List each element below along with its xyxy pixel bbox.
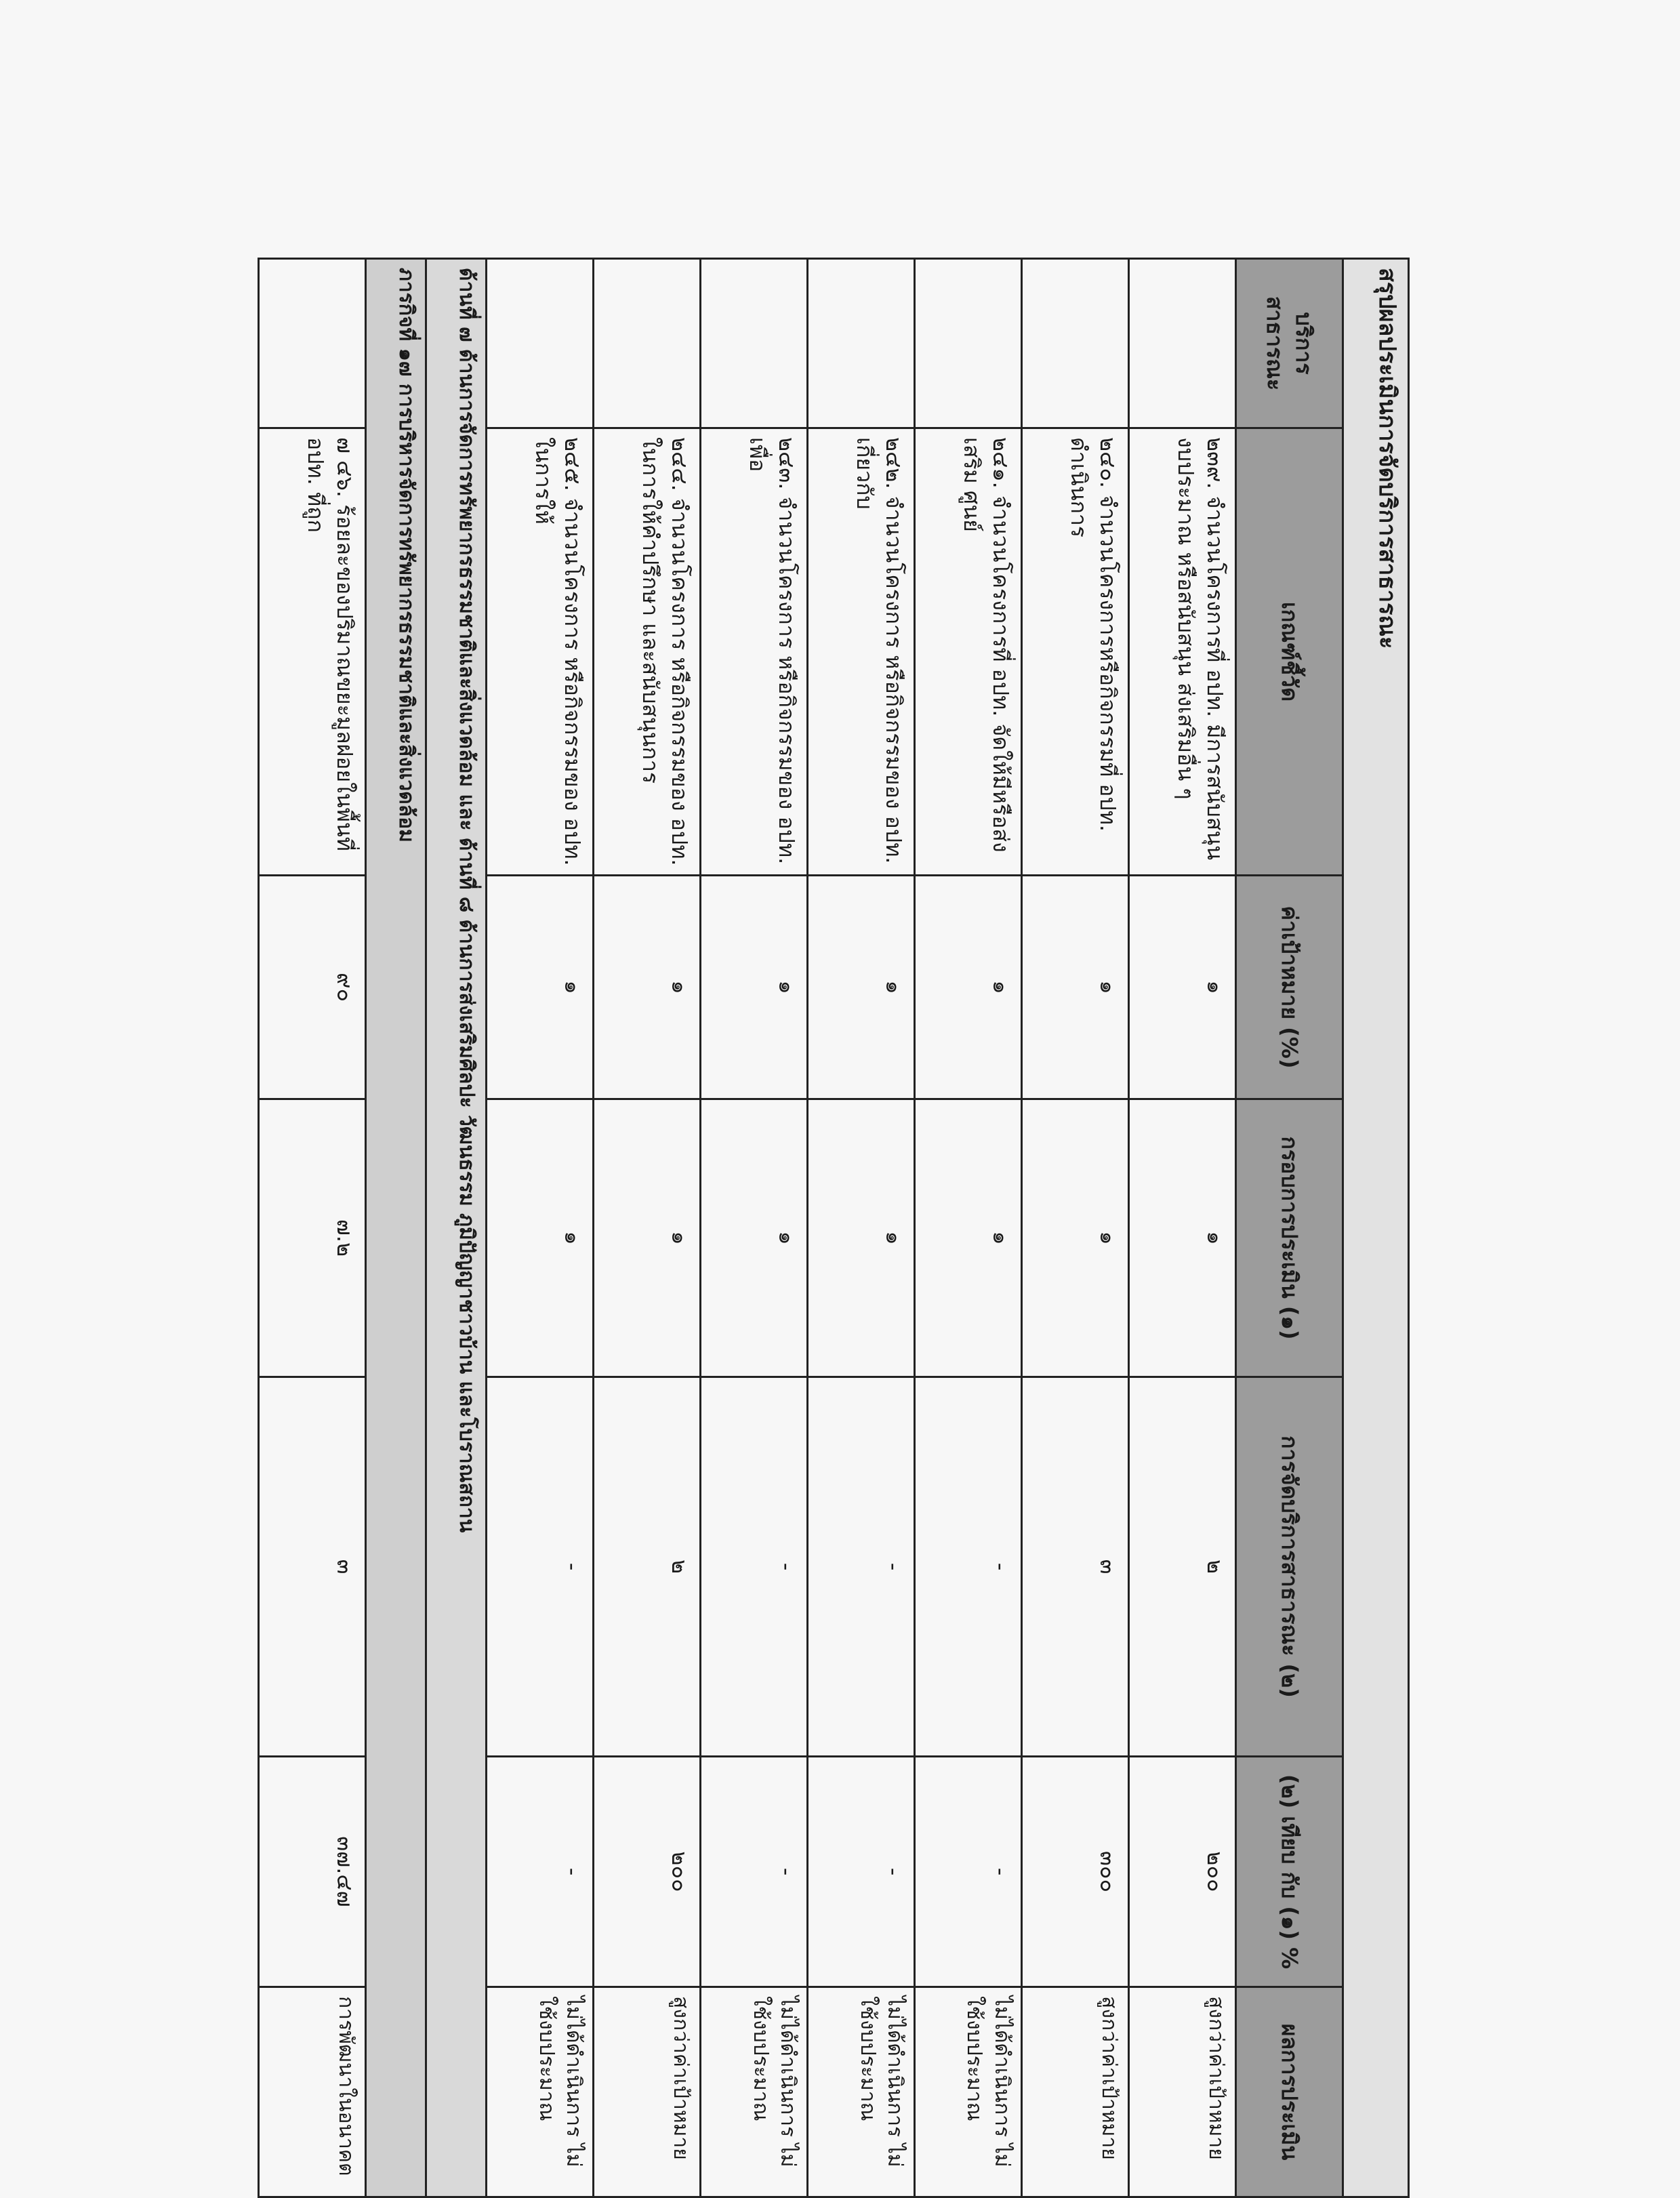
cell-actual: ๒ — [594, 1377, 701, 1757]
table-row — [594, 259, 701, 2197]
table-row — [915, 259, 1022, 2197]
cell-result: ไม่ได้ดำเนินการ ไม่ใช้งบประมาณ — [808, 1987, 915, 2197]
cell-service — [259, 259, 366, 428]
cell-target: ๑ — [1021, 876, 1128, 1099]
cell-actual: - — [915, 1377, 1022, 1757]
section-heading: ด้านที่ ๗ ด้านการจัดการทรัพยากรธรรมชาติและสิ่งแวดล้อม และ ด้านที่ ๘ ด้านการส่งเสริมศิลปะ วัฒนธรรม ภูมิปัญญาชาวบ้าน และโบราณสถาน — [426, 259, 487, 2197]
rotated-table-sheet — [258, 258, 1410, 2196]
cell-result: ไม่ได้ดำเนินการ ไม่ใช้งบประมาณ — [487, 1987, 594, 2197]
cell-frame: ๑ — [808, 1099, 915, 1377]
cell-frame: ๑ — [701, 1099, 808, 1377]
cell-percent: ๒๐๐ — [594, 1757, 701, 1987]
header-frame: กรอบการประเมิน (๑) — [1235, 1099, 1343, 1377]
cell-frame: ๑ — [487, 1099, 594, 1377]
cell-result: การพัฒนาในอนาคต — [259, 1987, 366, 2197]
table-row — [259, 259, 366, 2197]
cell-percent: ๒๐๐ — [1128, 1757, 1235, 1987]
cell-service — [915, 259, 1022, 428]
cell-percent: - — [487, 1757, 594, 1987]
header-service: บริการสาธารณะ — [1235, 259, 1343, 428]
cell-result: สูงกว่าค่าเป้าหมาย — [1021, 1987, 1128, 2197]
cell-criteria: ๒๔๒. จำนวนโครงการ หรือกิจกรรมของ อปท. เกี่ยวกับ — [808, 428, 915, 876]
cell-target: ๙๐ — [259, 876, 366, 1099]
cell-service — [1128, 259, 1235, 428]
cell-actual: ๒ — [1128, 1377, 1235, 1757]
cell-frame: ๑ — [1021, 1099, 1128, 1377]
cell-percent: - — [915, 1757, 1022, 1987]
title-row — [1343, 259, 1408, 2197]
cell-service — [701, 259, 808, 428]
cell-service — [808, 259, 915, 428]
cell-actual: ๓ — [1021, 1377, 1128, 1757]
cell-frame: ๑ — [594, 1099, 701, 1377]
cell-service — [487, 259, 594, 428]
mission-heading: ภารกิจที่ ๑๗ การบริหารจัดการทรัพยากรธรรมชาติและสิ่งแวดล้อม — [366, 259, 426, 2197]
cell-target: ๑ — [808, 876, 915, 1099]
cell-result: สูงกว่าค่าเป้าหมาย — [1128, 1987, 1235, 2197]
header-target: ค่าเป้าหมาย (%) — [1235, 876, 1343, 1099]
cell-target: ๑ — [701, 876, 808, 1099]
header-actual: การจัดบริการสาธารณะ (๒) — [1235, 1377, 1343, 1757]
section-row — [426, 259, 487, 2197]
cell-target: ๑ — [487, 876, 594, 1099]
header-row — [1235, 259, 1343, 2197]
cell-percent: - — [701, 1757, 808, 1987]
cell-criteria: ๗ ๔๖. ร้อยละของปริมาณขยะมูลฝอยในพื้นที่ อปท. ที่ถูก — [259, 428, 366, 876]
table-row — [487, 259, 594, 2197]
table-row — [1128, 259, 1235, 2197]
cell-frame: ๑ — [1128, 1099, 1235, 1377]
cell-actual: - — [808, 1377, 915, 1757]
evaluation-table — [258, 258, 1410, 2198]
cell-frame: ๗.๒ — [259, 1099, 366, 1377]
header-percent: (๒) เทียบ กับ (๑) % — [1235, 1757, 1343, 1987]
header-result: ผลการประเมิน — [1235, 1987, 1343, 2197]
cell-percent: ๓๐๐ — [1021, 1757, 1128, 1987]
table-row — [1021, 259, 1128, 2197]
cell-criteria: ๒๔๕. จำนวนโครงการ หรือกิจกรรมของ อปท. ในการให้ — [487, 428, 594, 876]
cell-target: ๑ — [594, 876, 701, 1099]
cell-criteria: ๒๔๔. จำนวนโครงการ หรือกิจกรรมของ อปท. ในการให้คำปรึกษา และสนับสนุนการ — [594, 428, 701, 876]
cell-service — [594, 259, 701, 428]
cell-criteria: ๒๔๐. จำนวนโครงการหรือกิจกรรมที่ อปท. ดำเนินการ — [1021, 428, 1128, 876]
cell-actual: - — [487, 1377, 594, 1757]
cell-result: สูงกว่าค่าเป้าหมาย — [594, 1987, 701, 2197]
cell-target: ๑ — [1128, 876, 1235, 1099]
cell-frame: ๑ — [915, 1099, 1022, 1377]
cell-criteria: ๒๓๙. จำนวนโครงการที่ อปท. มีการสนับสนุนงบประมาณ หรือสนับสนุน ส่งเสริมอื่น ๆ — [1128, 428, 1235, 876]
cell-result: ไม่ได้ดำเนินการ ไม่ใช้งบประมาณ — [701, 1987, 808, 2197]
cell-actual: ๓ — [259, 1377, 366, 1757]
cell-result: ไม่ได้ดำเนินการ ไม่ใช้งบประมาณ — [915, 1987, 1022, 2197]
header-criteria: เกณฑ์ชี้วัด — [1235, 428, 1343, 876]
cell-actual: - — [701, 1377, 808, 1757]
cell-criteria: ๒๔๓. จำนวนโครงการ หรือกิจกรรมของ อปท. เพื่อ — [701, 428, 808, 876]
table-title: สรุปผลประเมินการจัดบริการสาธารณะ — [1343, 259, 1408, 2197]
cell-percent: - — [808, 1757, 915, 1987]
cell-target: ๑ — [915, 876, 1022, 1099]
cell-percent: ๓๗.๔๗ — [259, 1757, 366, 1987]
table-row — [701, 259, 808, 2197]
table-row — [808, 259, 915, 2197]
mission-row — [366, 259, 426, 2197]
cell-criteria: ๒๔๑. จำนวนโครงการที่ อปท. จัดให้มีหรือส่งเสริม ศูนย์ — [915, 428, 1022, 876]
cell-service — [1021, 259, 1128, 428]
